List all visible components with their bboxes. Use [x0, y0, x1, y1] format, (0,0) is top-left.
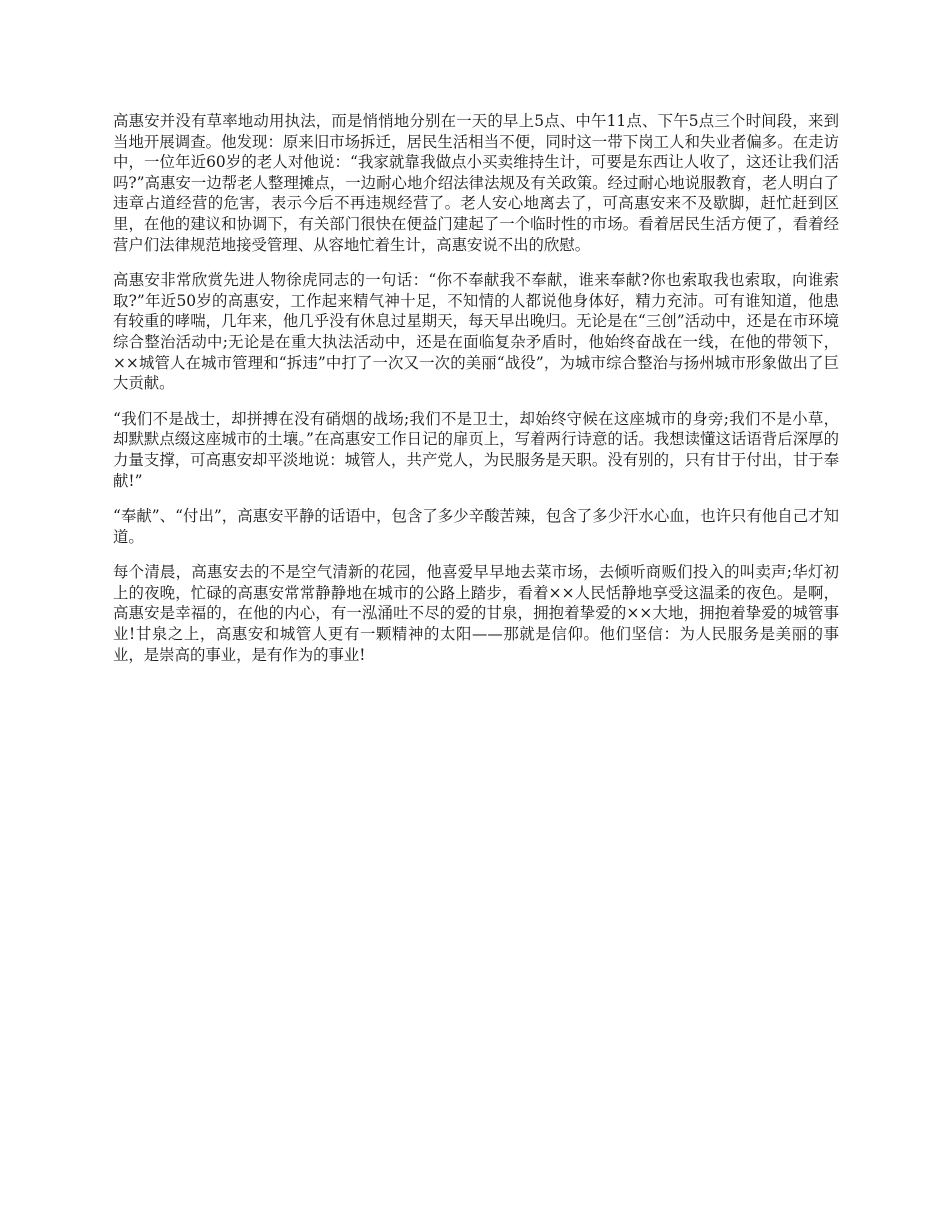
paragraph-diary-quote: “我们不是战士，却拼搏在没有硝烟的战场;我们不是卫士，却始终守候在这座城市的身旁;我们不是小草，却默默点缀这座城市的土壤。”在高惠安工作日记的扉页上，写着两行诗意的话。我想读懂这话语背后深厚的力量支撑，可高惠安却平淡地说：城管人，共产党人，为民服务是天职。没有别的，只有甘于付出，甘于奉献!”: [113, 409, 839, 490]
paragraph-investigation: 高惠安并没有草率地动用执法，而是悄悄地分别在一天的早上5点、中午11点、下午5点三个时间段，来到当地开展调查。他发现：原来旧市场拆迁，居民生活相当不便，同时这一带下岗工人和失业者偏多。在走访中，一位年近60岁的老人对他说：“我家就靠我做点小买卖维持生计，可要是东西让人收了，这还让我们活吗?”高惠安一边帮老人整理摊点，一边耐心地介绍法律法规及有关政策。经过耐心地说服教育，老人明白了违章占道经营的危害，表示今后不再违规经营了。老人安心地离去了，可高惠安来不及歇脚，赶忙赶到区里，在他的建议和协调下，有关部门很快在便益门建起了一个临时性的市场。看着居民生活方便了，看着经营户们法律规范地接受管理、从容地忙着生计，高惠安说不出的欣慰。: [113, 112, 839, 254]
paragraph-dedication: 高惠安非常欣赏先进人物徐虎同志的一句话：“你不奉献我不奉献，谁来奉献?你也索取我也索取，向谁索取?”年近50岁的高惠安，工作起来精气神十足，不知情的人都说他身体好，精力充沛。可有谁知道，他患有较重的哮喘，几年来，他几乎没有休息过星期天，每天早出晚归。无论是在“三创”活动中，还是在市环境综合整治活动中;无论是在重大执法活动中，还是在面临复杂矛盾时，他始终奋战在一线，在他的带领下，××城管人在城市管理和“拆违”中打了一次又一次的美丽“战役”，为城市综合整治与扬州城市形象做出了巨大贡献。: [113, 271, 839, 393]
paragraph-sacrifice: “奉献”、“付出”，高惠安平静的话语中，包含了多少辛酸苦辣，包含了多少汗水心血，也许只有他自己才知道。: [113, 507, 839, 546]
paragraph-faith: 每个清晨，高惠安去的不是空气清新的花园，他喜爱早早地去菜市场，去倾听商贩们投入的叫卖声;华灯初上的夜晚，忙碌的高惠安常常静静地在城市的公路上踏步，看着××人民恬静地享受这温柔的夜色。是啊，高惠安是幸福的，在他的内心，有一泓涌吐不尽的爱的甘泉，拥抱着挚爱的××大地，拥抱着挚爱的城管事业!甘泉之上，高惠安和城管人更有一颗精神的太阳——那就是信仰。他们坚信：为人民服务是美丽的事业，是崇高的事业，是有作为的事业!: [113, 563, 839, 664]
document-page: [113, 111, 839, 680]
